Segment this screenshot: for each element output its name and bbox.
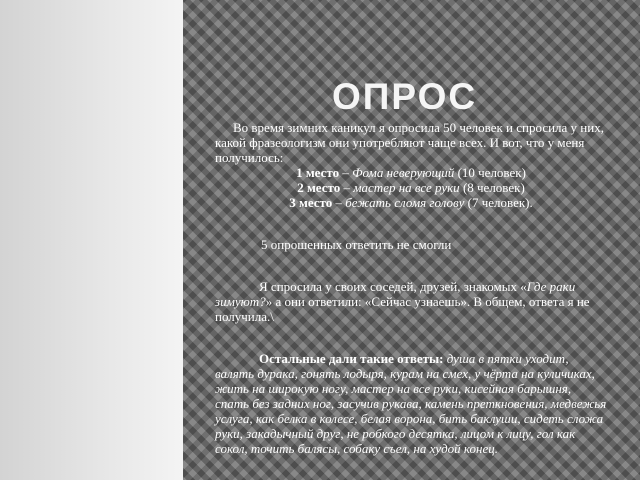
neighbors-post: » а они ответили: «Сейчас узнаешь». В общем, ответа я не получила.\ [215, 294, 590, 324]
place-1-phrase: Фома неверующий [352, 165, 455, 180]
place-2 [215, 180, 607, 195]
place-3 [215, 195, 607, 210]
neighbors-question: Где раки зимуют? [215, 279, 576, 309]
intro-text: Во время зимних каникул я опросила 50 человек и спросила у них, какой фразеологизм они употребляют чаще всех. И вот, что у меня получилось: [215, 120, 604, 165]
neighbors-paragraph [215, 279, 607, 324]
slide-content [215, 120, 607, 456]
spacer [215, 252, 607, 279]
slide-title: ОПРОС [332, 76, 478, 117]
place-2-phrase: мастер на все руки [353, 180, 460, 195]
place-3-label: 3 место [289, 195, 333, 210]
others-label: Остальные дали такие ответы: [259, 351, 444, 366]
place-3-count: (7 человек). [464, 195, 533, 210]
spacer [215, 324, 607, 351]
spacer [215, 210, 607, 237]
place-1-dash: – [339, 165, 353, 180]
place-2-label: 2 место [297, 180, 341, 195]
place-1-label: 1 место [296, 165, 340, 180]
place-1 [215, 165, 607, 180]
place-2-count: (8 человек) [459, 180, 525, 195]
no-answer-text: 5 опрошенных ответить не смогли [261, 237, 452, 252]
place-1-count: (10 человек) [454, 165, 526, 180]
others-list: душа в пятки уходит, валять дурака, гонять лодыря, курам на смех, у чёрта на куличиках, жить на широкую ногу, мастер на все руки, кисейная барышня, спать без задних ног, засучив рукава, камень преткновения, медвежья услуга, как белка в колесе, белая ворона, бить баклуши, сидеть сложа руки, закадычный друг, не робкого десятка, лицом к лицу, гол как сокол, точить балясы, собаку съел, на худой конец. [215, 351, 607, 456]
place-3-phrase: бежать сломя голову [345, 195, 465, 210]
place-3-dash: – [332, 195, 346, 210]
place-2-dash: – [340, 180, 354, 195]
left-gradient-panel [0, 0, 183, 480]
others-paragraph [215, 351, 607, 456]
neighbors-pre: Я спросила у своих соседей, друзей, знакомых « [259, 279, 527, 294]
